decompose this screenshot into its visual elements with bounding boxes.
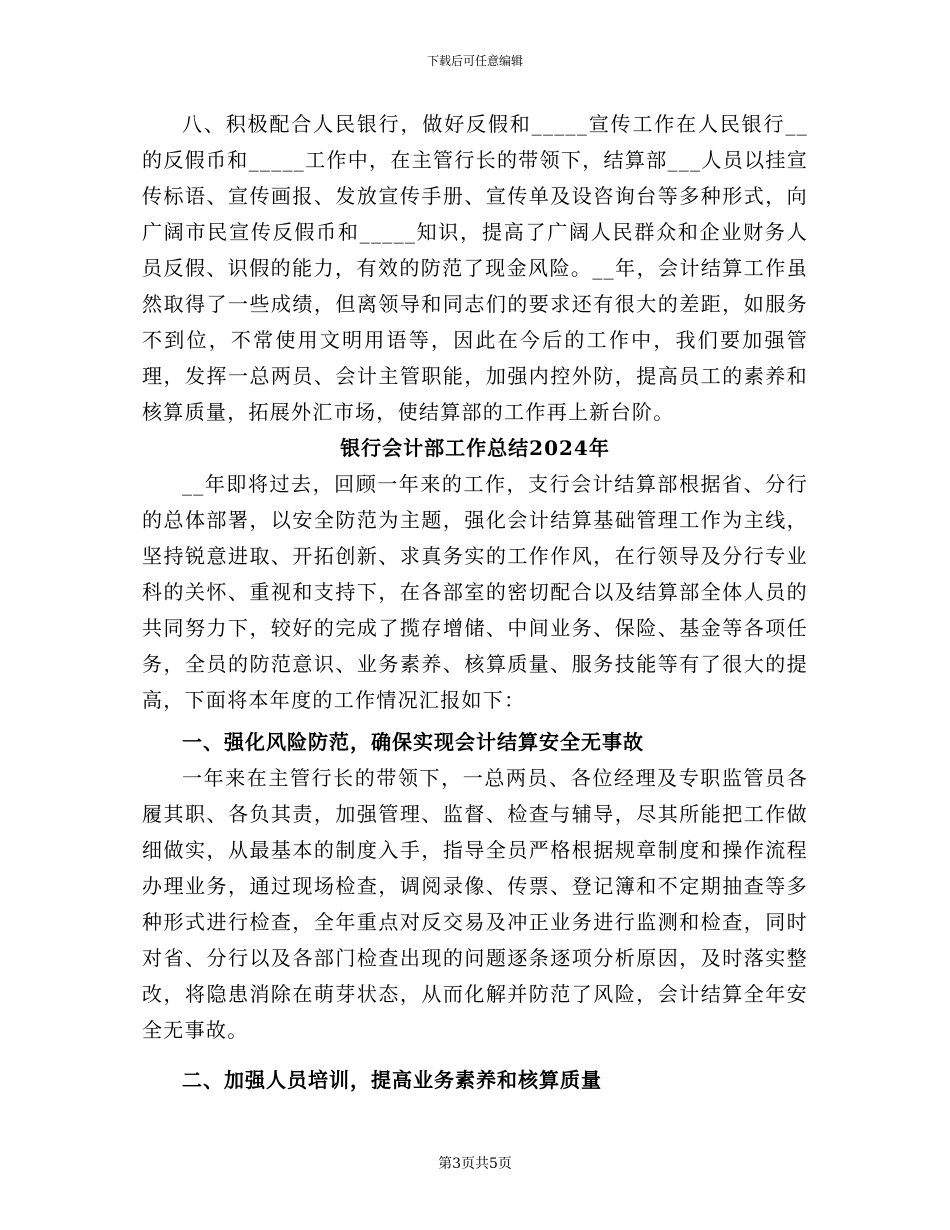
section-heading-risk: 一、强化风险防范，确保实现会计结算安全无事故 (182, 730, 644, 754)
paragraph-risk: 一年来在主管行长的带领下，一总两员、各位经理及专职监管员各履其职、各负其责，加强管理、监督、检查与辅导，尽其所能把工作做细做实，从最基本的制度入手，指导全员严格根据规章制度和操作流程办理业务，通过现场检查，调阅录像、传票、登记簿和不定期抽查等多种形式进行检查，全年重点对反交易及冲正业务进行监测和检查，同时对省、分行以及各部门检查出现的问题逐条逐项分析原因，及时落实整改，将隐患消除在萌芽状态，从而化解并防范了风险，会计结算全年安全无事故。 (142, 766, 808, 1042)
document-body (142, 106, 808, 1098)
paragraph-intro: __年即将过去，回顾一年来的工作，支行会计结算部根据省、分行的总体部署，以安全防范为主题，强化会计结算基础管理工作为主线，坚持锐意进取、开拓创新、求真务实的工作作风，在行领导及分行专业科的关怀、重视和支持下，在各部室的密切配合以及结算部全体人员的共同努力下，较好的完成了揽存增储、中间业务、保险、基金等各项任务，全员的防范意识、业务素养、核算质量、服务技能等有了很大的提高，下面将本年度的工作情况汇报如下： (142, 472, 808, 712)
page-number: 第3页共5页 (438, 1156, 512, 1172)
paragraph-anti-counterfeit: 八、积极配合人民银行，做好反假和_____宣传工作在人民银行__的反假币和_____工作中，在主管行长的带领下，结算部___人员以挂宣传标语、宣传画报、发放宣传手册、宣传单及设咨询台等多种形式，向广阔市民宣传反假币和_____知识，提高了广阔人民群众和企业财务人员反假、识假的能力，有效的防范了现金风险。__年，会计结算工作虽然取得了一些成绩，但离领导和同志们的要求还有很大的差距，如服务不到位，不常使用文明用语等，因此在今后的工作中，我们要加强管理，发挥一总两员、会计主管职能，加强内控外防，提高员工的素养和核算质量，拓展外汇市场，使结算部的工作再上新台阶。 (142, 112, 808, 424)
page-header-note: 下载后可任意编辑 (426, 54, 523, 68)
section-heading-training: 二、加强人员培训，提高业务素养和核算质量 (182, 1068, 602, 1092)
document-title: 银行会计部工作总结2024年 (340, 436, 610, 460)
